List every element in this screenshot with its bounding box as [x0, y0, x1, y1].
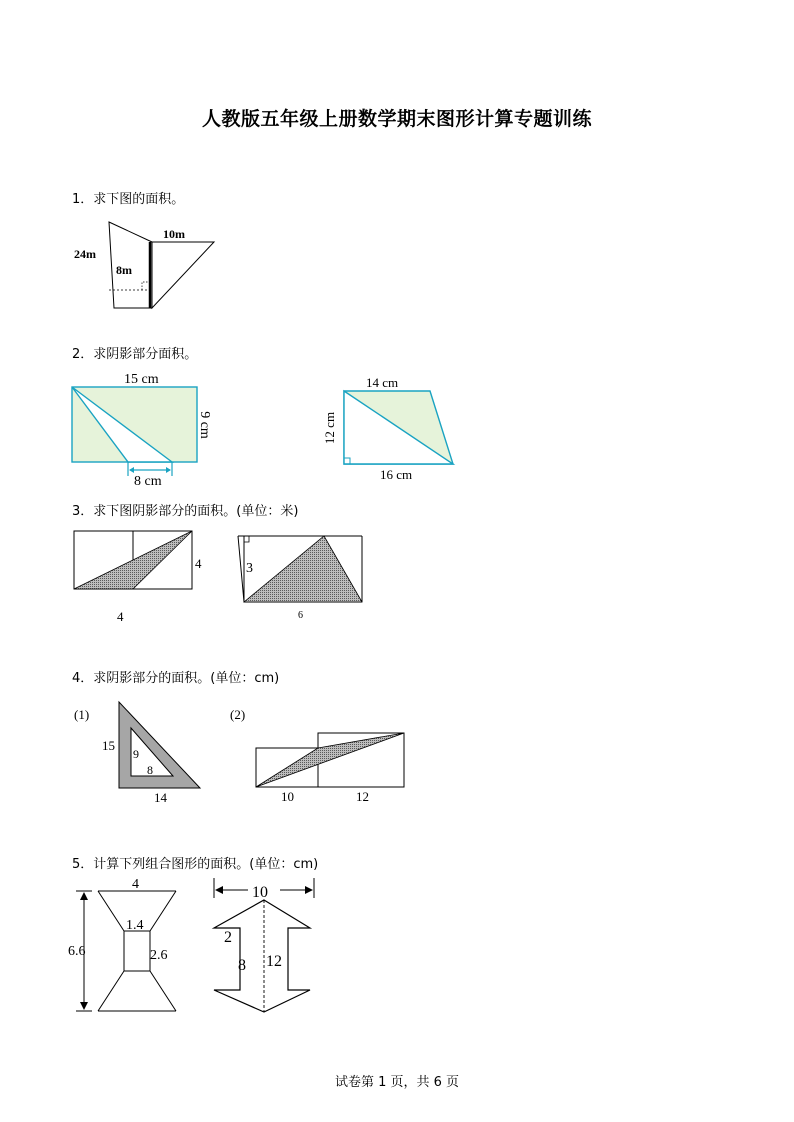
fig5b-side-label: 2 — [224, 929, 232, 946]
fig5a-top-label: 4 — [132, 877, 139, 892]
fig5a-rect-width: 1.4 — [126, 918, 144, 933]
figure-2a-rectangle — [70, 368, 230, 490]
fig4a-outer-side: 15 — [102, 738, 115, 753]
fig4a-inner-side: 9 — [133, 747, 139, 761]
fig3a-bottom-label: 4 — [117, 609, 124, 624]
fig4a-label: (1) — [74, 707, 90, 722]
fig4b-base-right: 12 — [356, 789, 369, 804]
fig4a-outer-base: 14 — [154, 790, 167, 805]
fig3a-right-label: 4 — [195, 556, 202, 571]
fig4b-base-left: 10 — [281, 789, 294, 804]
figure-1-trapezoid — [70, 218, 230, 318]
fig5b-width-label: 10 — [252, 884, 268, 901]
fig2a-bottom-label: 8 cm — [134, 474, 162, 489]
fig5a-rect-height: 2.6 — [150, 948, 168, 963]
fig4a-inner-base: 8 — [147, 763, 153, 777]
figure-5b-double-arrow — [208, 878, 326, 1018]
fig1-left-label: 24m — [74, 247, 96, 261]
fig3b-height-label: 3 — [246, 561, 253, 576]
page-title: 人教版五年级上册数学期末图形计算专题训练 — [201, 108, 592, 130]
figure-3a-squares — [70, 526, 220, 630]
fig2b-left-label: 12 cm — [322, 411, 337, 445]
fig1-top-label: 10m — [163, 227, 185, 241]
fig1-height-label: 8m — [116, 263, 132, 277]
page-footer: 试卷第 1 页，共 6 页 — [334, 1075, 460, 1090]
figure-2b-trapezoid — [322, 372, 462, 484]
figure-4b-squares — [226, 700, 412, 806]
fig2a-top-label: 15 cm — [124, 372, 159, 387]
figure-3b-shape — [240, 532, 370, 626]
figure-4a-triangle-ring — [70, 700, 210, 808]
fig5b-total-label: 12 — [266, 953, 282, 970]
fig5a-height-label: 6.6 — [68, 944, 86, 959]
fig3b-bottom-label: 6 — [298, 610, 303, 621]
fig5b-inner-label: 8 — [238, 957, 246, 974]
question-1: 1．求下图的面积。 — [72, 192, 185, 207]
question-3: 3．求下图阴影部分的面积。(单位：米) — [72, 504, 299, 519]
fig2b-top-label: 14 cm — [366, 375, 399, 390]
fig4b-label: (2) — [230, 707, 246, 722]
question-2: 2．求阴影部分面积。 — [72, 347, 198, 362]
figure-5a-hourglass — [68, 877, 196, 1019]
question-5: 5．计算下列组合图形的面积。(单位：cm) — [72, 857, 319, 872]
question-4: 4．求阴影部分的面积。(单位：cm) — [72, 671, 280, 686]
fig2b-bottom-label: 16 cm — [380, 467, 413, 482]
fig2a-right-label: 9 cm — [197, 411, 212, 439]
